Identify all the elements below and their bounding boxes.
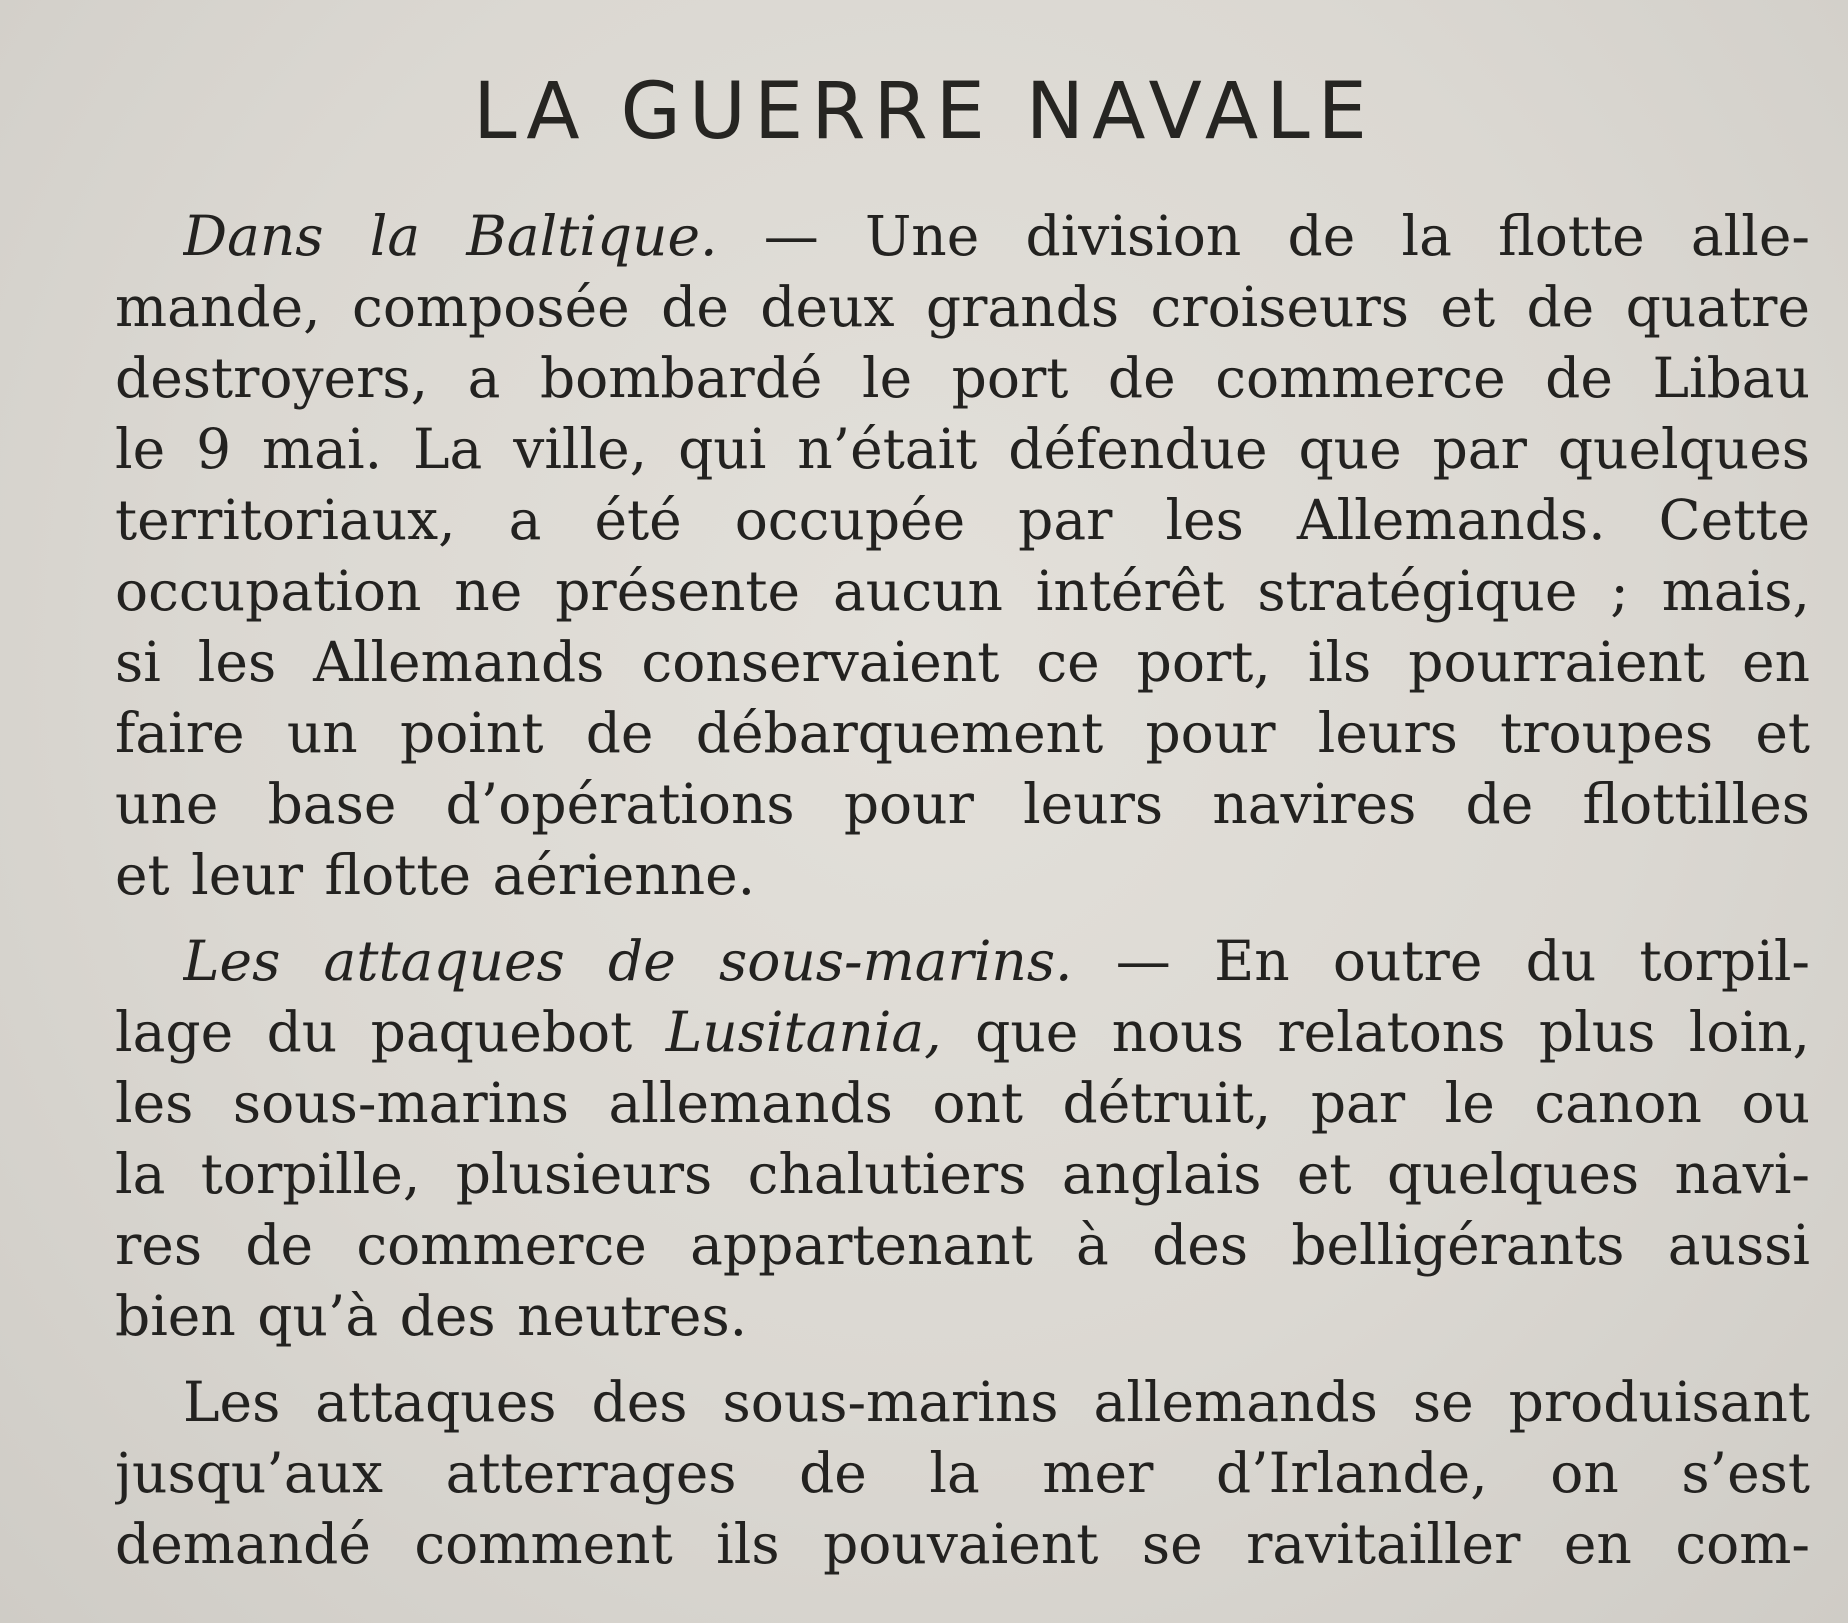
paragraph-2-line-6: bien qu’à des neutres.	[115, 1284, 748, 1348]
text-span: lage du paquebot	[115, 1000, 666, 1064]
paragraph-1-line-6: occupation ne présente aucun intérêt stratégique ; mais,	[115, 559, 1810, 623]
paragraph-1-line-5: territoriaux, a été occupée par les Allemands. Cette	[115, 488, 1810, 552]
paragraph-1-line-9: une base d’opérations pour leurs navires de flottilles	[115, 772, 1810, 836]
paragraph-2-line-3: les sous-marins allemands ont détruit, par le canon ou	[115, 1071, 1810, 1135]
paragraph-1-line-3: destroyers, a bombardé le port de commerce de Libau	[115, 346, 1810, 410]
paragraph-1-line-2: mande, composée de deux grands croiseurs et de quatre	[115, 275, 1810, 339]
paragraph-2-line-2	[115, 996, 1810, 1068]
ship-name-lusitania: Lusitania,	[665, 1000, 942, 1064]
paragraph-3-line-2: jusqu’aux atterrages de la mer d’Irlande, on s’est	[115, 1441, 1810, 1505]
paragraph-3-line-3: demandé comment ils pouvaient se ravitailler en com-	[115, 1512, 1810, 1576]
paragraph-1-line-8: faire un point de débarquement pour leurs troupes et	[115, 701, 1810, 765]
paragraph-2-line-1	[183, 925, 1810, 997]
paragraph-1-line-4: le 9 mai. La ville, qui n’était défendue que par quelques	[115, 417, 1810, 481]
paragraph-2-line-5: res de commerce appartenant à des belligérants aussi	[115, 1213, 1810, 1277]
paragraph-1-line-7: si les Allemands conservaient ce port, ils pourraient en	[115, 630, 1810, 694]
text-span: que nous relatons plus loin,	[941, 1000, 1810, 1064]
text-span: — Une division de la flotte alle-	[717, 204, 1810, 268]
section-heading-baltique: Dans la Baltique.	[183, 204, 718, 268]
article-title: LA GUERRE NAVALE	[473, 67, 1375, 157]
text-span: — En outre du torpil-	[1072, 929, 1810, 993]
section-heading-sous-marins: Les attaques de sous-marins.	[183, 929, 1073, 993]
paragraph-2-line-4: la torpille, plusieurs chalutiers anglais et quelques navi-	[115, 1142, 1810, 1206]
paragraph-1-line-1	[183, 200, 1810, 272]
paragraph-3-line-1: Les attaques des sous-marins allemands se produisant	[183, 1370, 1810, 1434]
paragraph-1-line-10: et leur flotte aérienne.	[115, 843, 756, 907]
